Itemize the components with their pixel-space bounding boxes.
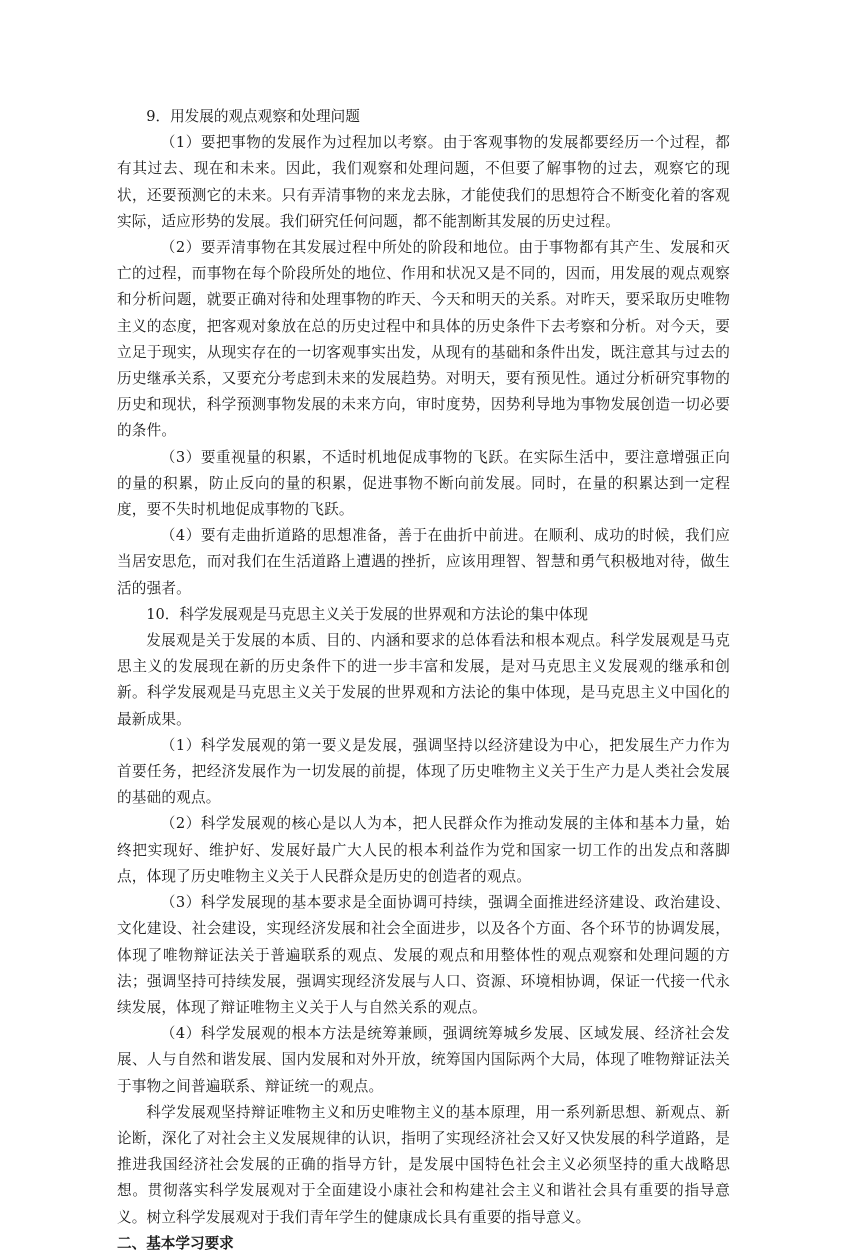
paragraph-10-summary: 科学发展观坚持辩证唯物主义和历史唯物主义的基本原理，用一系列新思想、新观点、新论断，深化了对社会主义发展规律的认识，指明了实现经济社会又好又快发展的科学道路，是推进我国经济社会发展的正确的指导方针，是发展中国特色社会主义必须坚持的重大战略思想。贯彻落实科学发展观对于全面建设小康社会和构建社会主义和谐社会具有重要的指导意义。树立科学发展观对于我们青年学生的健康成长具有重要的指导意义。 <box>117 1103 730 1226</box>
paragraph-10-2: （2）科学发展观的核心是以人为本，把人民群众作为推动发展的主体和基本力量，始终把实现好、维护好、发展好最广大人民的根本利益作为党和国家一切工作的出发点和落脚点，体现了历史唯物主义关于人民群众是历史的创造者的观点。 <box>117 815 730 885</box>
paragraph-10-1: （1）科学发展观的第一要义是发展，强调坚持以经济建设为中心，把发展生产力作为首要任务，把经济发展作为一切发展的前提，体现了历史唯物主义关于生产力是人类社会发展的基础的观点。 <box>117 736 730 807</box>
paragraph-10-3: （3）科学发展现的基本要求是全面协调可持续，强调全面推进经济建设、政治建设、文化建设、社会建设，实现经济发展和社会全面进步，以及各个方面、各个环节的协调发展，体现了唯物辩证法关于普遍联系的观点、发展的观点和用整体性的观点观察和处理问题的方法；强调坚持可持续发展，强调实现经济发展与人口、资源、环境相协调，保证一代接一代永续发展，体现了辩证唯物主义关于人与自然关系的观点。 <box>117 894 730 1016</box>
paragraph-10-4: （4）科学发展观的根本方法是统筹兼顾，强调统筹城乡发展、区域发展、经济社会发展、人与自然和谐发展、国内发展和对外开放，统筹国内国际两个大局，体现了唯物辩证法关于事物之间普遍联系、辩证统一的观点。 <box>117 1025 730 1095</box>
section-heading-2: 二、基本学习要求 <box>117 1234 234 1252</box>
paragraph-9-2: （2）要弄清事物在其发展过程中所处的阶段和地位。由于事物都有其产生、发展和灭亡的过程，而事物在每个阶段所处的地位、作用和状况又是不同的，因而，用发展的观点观察和分析问题，就要正确对待和处理事物的昨天、今天和明天的关系。对昨天，要采取历史唯物主义的态度，把客观对象放在总的历史过程中和具体的历史条件下去考察和分析。对今天，要立足于现实，从现实存在的一切客观事实出发，从现有的基础和条件出发，既注意其与过去的历史继承关系，又要充分考虑到未来的发展趋势。对明天，要有预见性。通过分析研究事物的历史和现状，科学预测事物发展的未来方向，审时度势，因势利导地为事物发展创造一切必要的条件。 <box>117 239 730 440</box>
paragraph-10-intro: 发展观是关于发展的本质、目的、内涵和要求的总体看法和根本观点。科学发展观是马克思主义的发展现在新的历史条件下的进一步丰富和发展，是对马克思主义发展观的继承和创新。科学发展观是马克思主义关于发展的世界观和方法论的集中体现，是马克思主义中国化的最新成果。 <box>117 632 730 728</box>
document-page <box>117 104 730 1257</box>
heading-item-10: 10．科学发展观是马克思主义关于发展的世界观和方法论的集中体现 <box>146 605 588 623</box>
paragraph-9-1: （1）要把事物的发展作为过程加以考察。由于客观事物的发展都要经历一个过程，都有其过去、现在和未来。因此，我们观察和处理问题，不但要了解事物的过去，观察它的现状，还要预测它的未来。只有弄清事物的来龙去脉，才能使我们的思想符合不断变化着的客观实际，适应形势的发展。我们研究任何问题，都不能割断其发展的历史过程。 <box>117 134 730 230</box>
paragraph-9-3: （3）要重视量的积累，不适时机地促成事物的飞跃。在实际生活中，要注意增强正向的量的积累，防止反向的量的积累，促进事物不断向前发展。同时，在量的积累达到一定程度，要不失时机地促成事物的飞跃。 <box>117 448 730 519</box>
heading-item-9: 9．用发展的观点观察和处理问题 <box>146 108 360 125</box>
paragraph-9-4: （4）要有走曲折道路的思想准备，善于在曲折中前进。在顺利、成功的时候，我们应当居安思危，而对我们在生活道路上遭遇的挫折，应该用理智、智慧和勇气积极地对待，做生活的强者。 <box>117 527 730 597</box>
